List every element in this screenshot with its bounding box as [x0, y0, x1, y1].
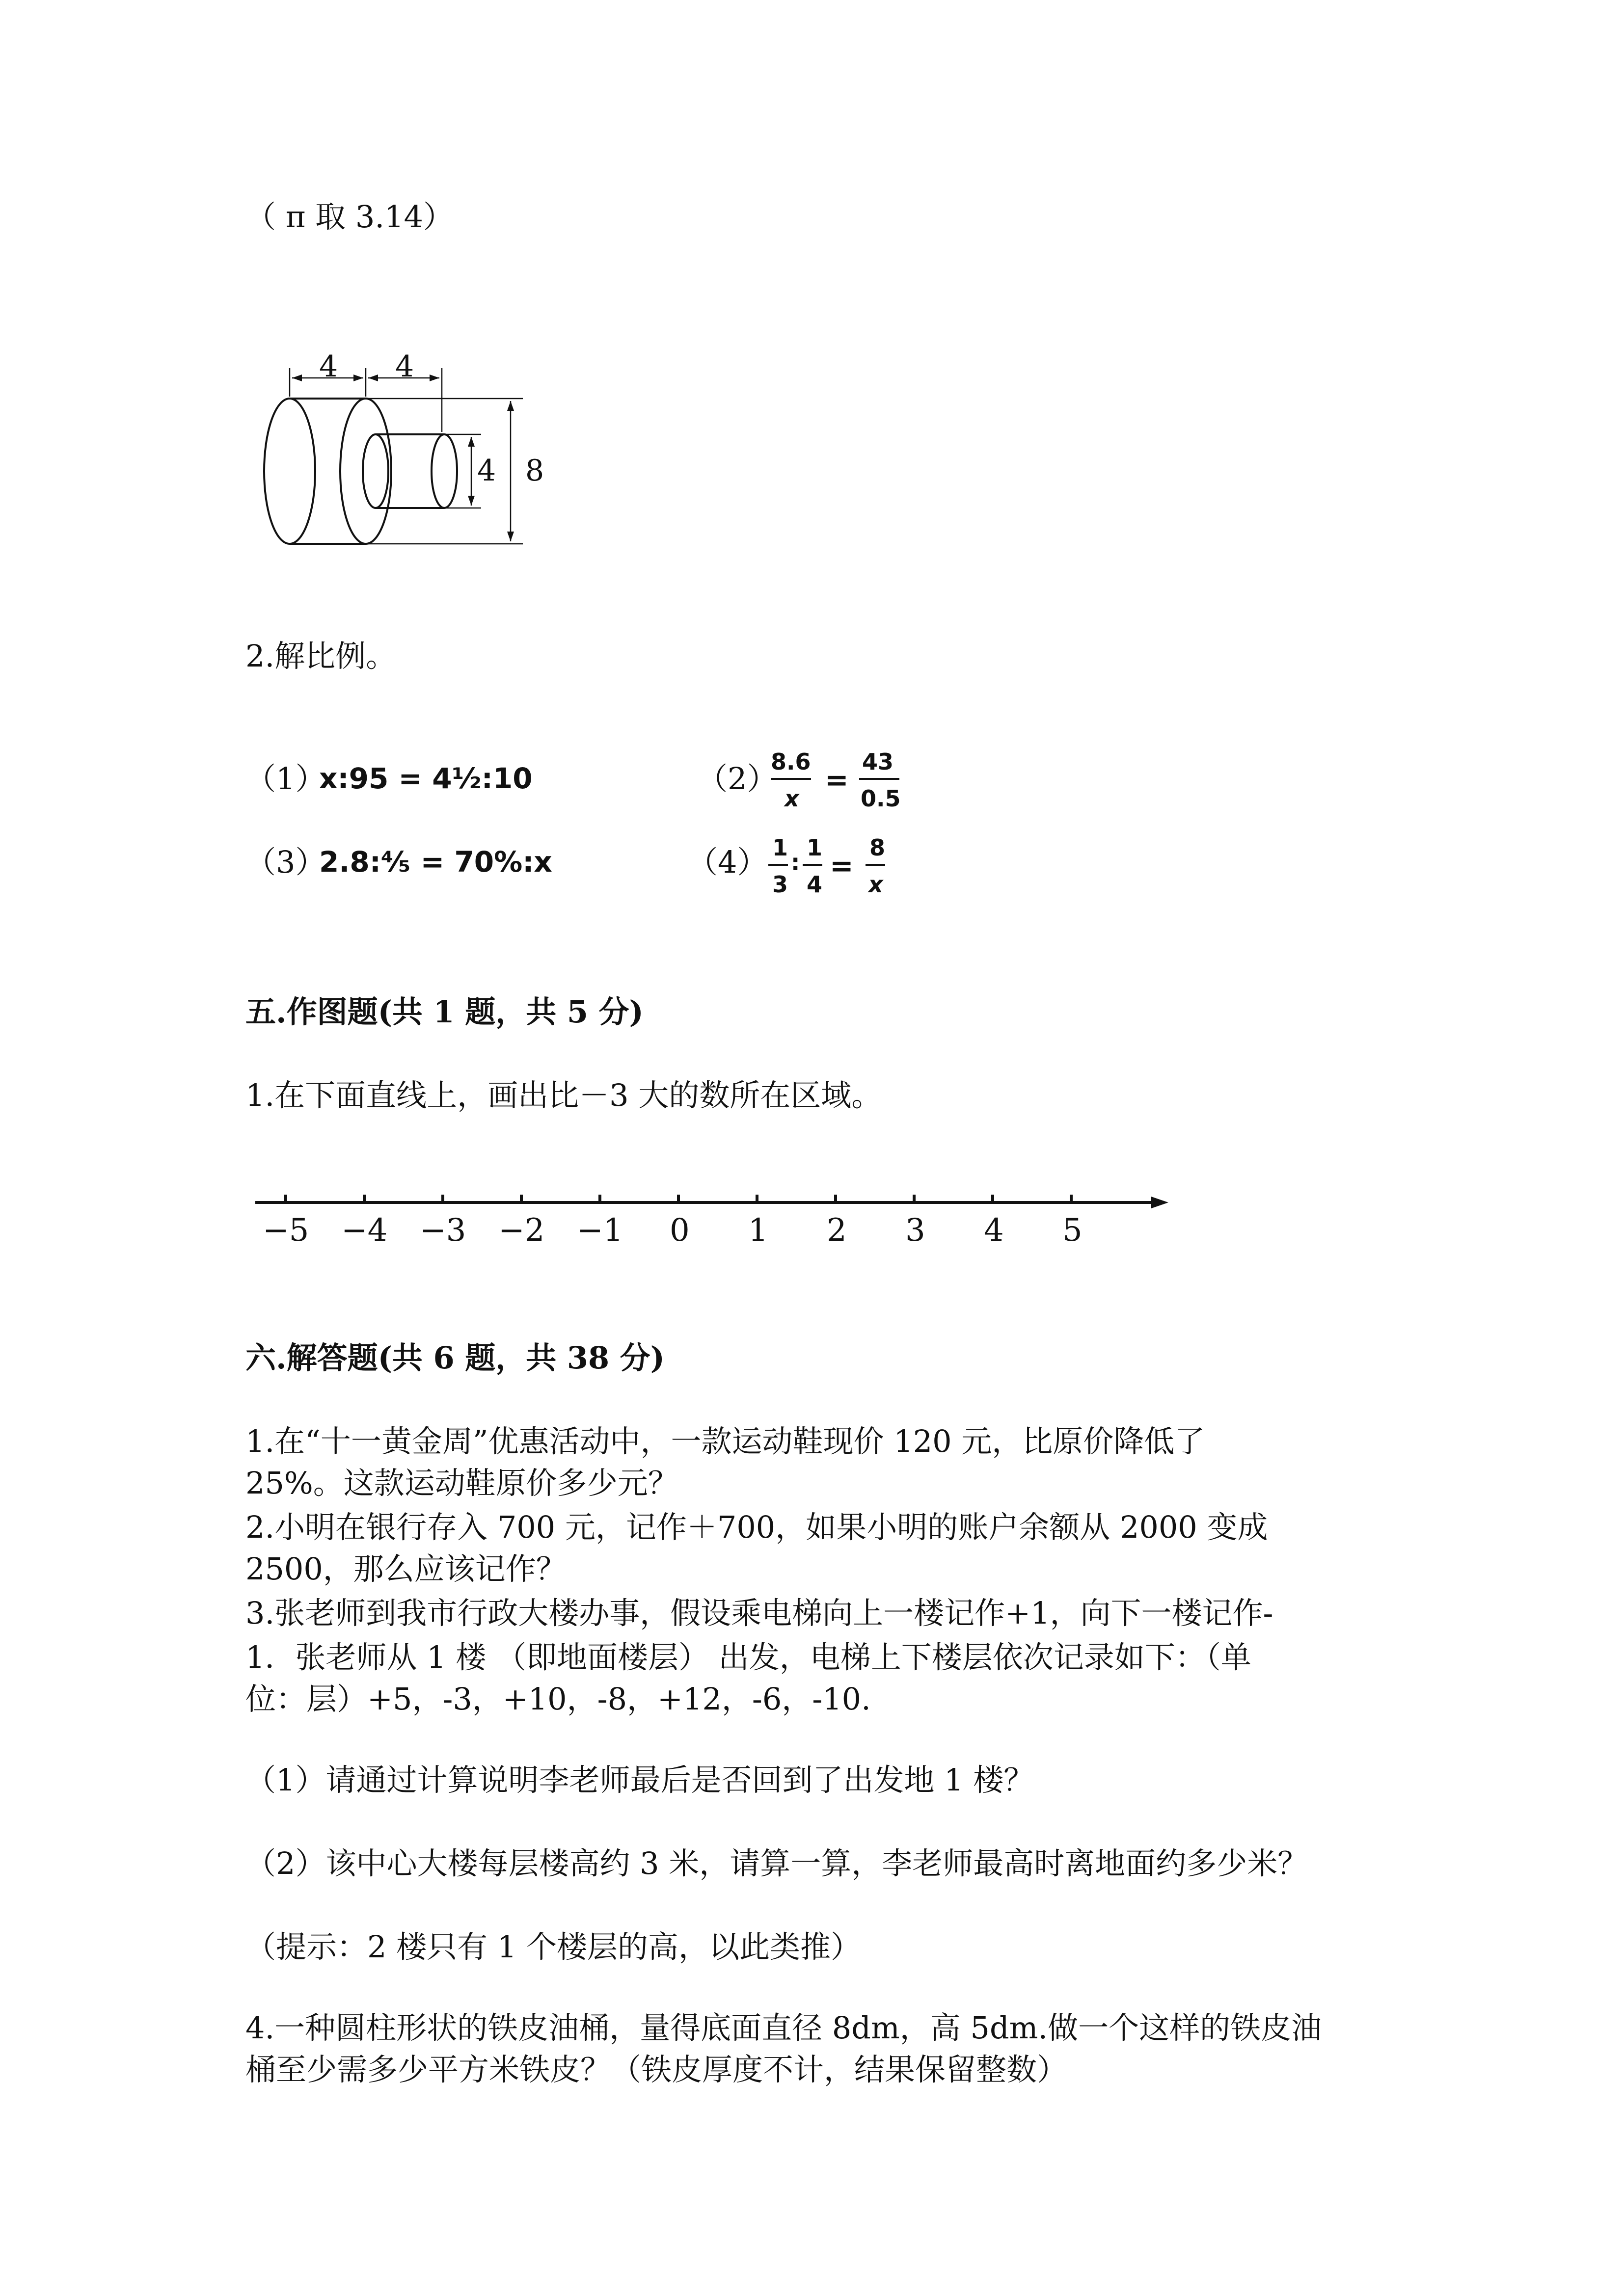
section6-hint: （提示：2 楼只有 1 个楼层的高，以此类推）	[245, 1929, 862, 1965]
section6-heading: 六.解答题(共 6 题，共 38 分)	[245, 1340, 665, 1376]
equals-sign: =	[830, 849, 854, 882]
dim-label-inner: 4	[477, 454, 496, 488]
frac-top: 1	[772, 834, 788, 861]
pi-note: （ π 取 3.14）	[245, 199, 454, 235]
tick-label: 1	[748, 1212, 768, 1249]
frac-top: 8.6	[771, 748, 811, 775]
section5-heading: 五.作图题(共 1 题，共 5 分)	[245, 994, 644, 1030]
section6-line: 25%。这款运动鞋原价多少元？	[245, 1465, 678, 1501]
section6-q4-line: 4.一种圆柱形状的铁皮油桶，量得底面直径 8dm，高 5dm.做一个这样的铁皮油	[245, 2010, 1322, 2046]
section6-line: 1．张老师从 1 楼 （即地面楼层） 出发，电梯上下楼层依次记录如下：（单	[245, 1639, 1251, 1675]
q2-item1-expr: x:95 = 4½:10	[319, 762, 533, 795]
dim-label-outer: 8	[525, 454, 544, 488]
section6-line: 位：层）+5，-3，+10，-8，+12，-6，-10.	[245, 1681, 871, 1717]
q2-item3-num: （3）	[245, 844, 326, 880]
section6-line: 2500，那么应该记作？	[245, 1551, 567, 1587]
tick-label: −2	[498, 1212, 545, 1249]
frac-bottom: x	[785, 785, 799, 812]
tick-label: 5	[1062, 1212, 1083, 1249]
q2-item4-num: （4）	[687, 844, 768, 880]
q2-item1-num: （1）	[245, 761, 326, 797]
frac-top: 43	[862, 748, 894, 775]
tick-label: 0	[670, 1212, 690, 1249]
number-line	[255, 1188, 1178, 1237]
tick-label: −4	[341, 1212, 388, 1249]
q2-item2-expr	[771, 744, 918, 822]
dim-label-a: 4	[319, 349, 338, 384]
frac-bar	[859, 778, 899, 780]
frac-bar	[768, 864, 788, 866]
section5-q1: 1.在下面直线上，画出比－3 大的数所在区域。	[245, 1077, 882, 1113]
equals-sign: =	[825, 763, 849, 797]
q2-item2-num: （2）	[697, 761, 778, 797]
frac-top: 8	[869, 834, 886, 861]
section6-line: 1.在“十一黄金周”优惠活动中，一款运动鞋现价 120 元，比原价降低了	[245, 1423, 1205, 1459]
frac-bottom: 3	[772, 871, 788, 898]
frac-bar	[771, 778, 811, 780]
frac-top: 1	[807, 834, 823, 861]
tick-label: −3	[420, 1212, 466, 1249]
section6-line: 2.小明在银行存入 700 元，记作＋700，如果小明的账户余额从 2000 变成	[245, 1509, 1268, 1545]
section6-sub2: （2）该中心大楼每层楼高约 3 米，请算一算，李老师最高时离地面约多少米？	[245, 1845, 1308, 1881]
tick-label: −1	[577, 1212, 623, 1249]
tick-label: 3	[905, 1212, 925, 1249]
section6-sub1: （1）请通过计算说明李老师最后是否回到了出发地 1 楼？	[245, 1762, 1034, 1798]
ratio-colon: :	[791, 849, 800, 876]
dim-label-b: 4	[395, 349, 414, 384]
frac-bottom: 0.5	[861, 785, 901, 812]
tick-label: 2	[827, 1212, 847, 1249]
tick-label: −5	[263, 1212, 309, 1249]
section6-line: 3.张老师到我市行政大楼办事，假设乘电梯向上一楼记作+1，向下一楼记作-	[245, 1595, 1273, 1631]
frac-bar	[803, 864, 822, 866]
frac-bottom: x	[868, 871, 883, 898]
q2-item4-expr	[768, 829, 916, 908]
section6-q4-line: 桶至少需多少平方米铁皮？（铁皮厚度不计，结果保留整数）	[245, 2052, 1068, 2087]
frac-bar	[866, 864, 885, 866]
frac-bottom: 4	[807, 871, 823, 898]
q2-title: 2.解比例。	[245, 638, 397, 674]
q2-item3-expr: 2.8:⁴⁄₅ = 70%:x	[319, 845, 552, 879]
cylinder-figure	[255, 353, 560, 560]
tick-label: 4	[984, 1212, 1004, 1249]
